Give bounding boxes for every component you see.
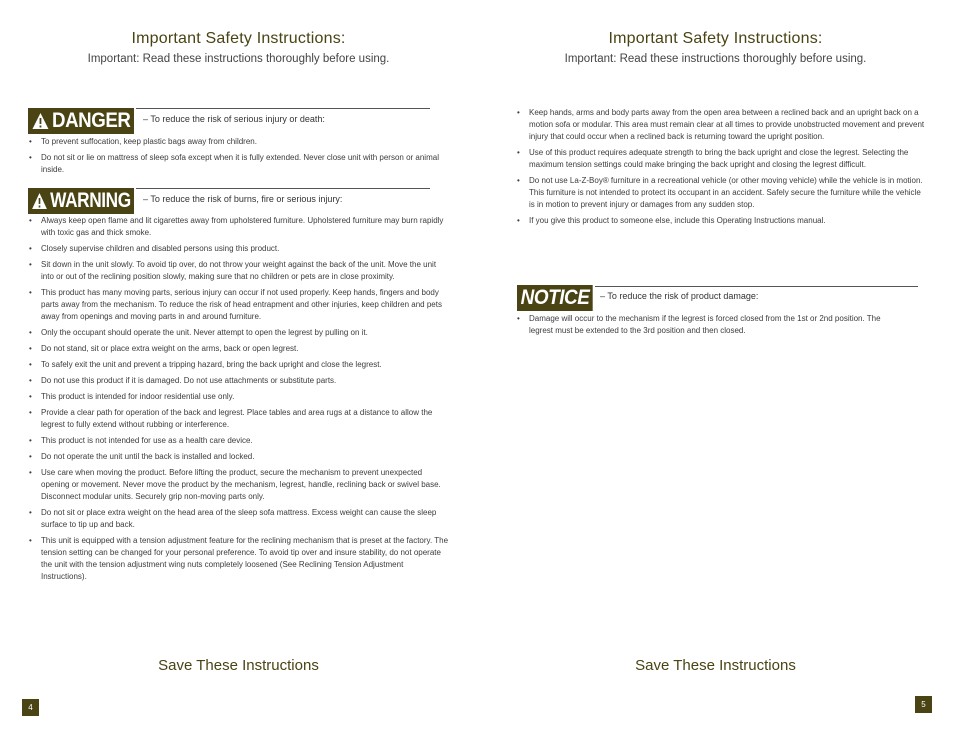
- list-item: • Do not use this product if it is damaged. Do not use attachments or substitute parts.: [29, 375, 451, 387]
- warning-rule: [136, 188, 430, 189]
- left-page-number: 4: [22, 699, 39, 716]
- left-page-title: Important Safety Instructions:: [131, 30, 346, 47]
- list-item: • This unit is equipped with a tension adjustment feature for the reclining mechanism that is preset at the factory. The tension setting can be changed for your personal preference. To avoid tip over and insure stability, do not operate the unit with the tension adjustment wing nuts completely loosened (See Reclining Tension Adjustment Instructions).: [29, 535, 451, 583]
- list-item: • Provide a clear path for operation of the back and legrest. Place tables and area rugs at a distance to allow the legrest to fully extend without rubbing or interference.: [29, 407, 451, 431]
- right-save-instructions: Save These Instructions: [635, 657, 796, 674]
- warning-signal: [28, 188, 430, 214]
- warning-text: – To reduce the risk of burns, fire or serious injury:: [143, 194, 343, 204]
- right-page-number: 5: [915, 696, 932, 713]
- danger-label: DANGER: [52, 109, 131, 132]
- list-item: • Only the occupant should operate the unit. Never attempt to open the legrest by pulling on it.: [29, 327, 451, 339]
- warning-label-box: [28, 188, 134, 214]
- list-item: • To prevent suffocation, keep plastic bags away from children.: [29, 136, 444, 148]
- right-page-subtitle: Important: Read these instructions thoroughly before using.: [564, 53, 867, 65]
- list-item: • Keep hands, arms and body parts away from the open area between a reclined back and an upright back on a motion sofa or modular. This area must remain clear at all times to provide unobstructed movement and prevent injury that could occur when a reclined back is returning toward the upright position.: [517, 107, 925, 143]
- notice-rule: [595, 286, 918, 287]
- list-item: • Do not stand, sit or place extra weight on the arms, back or open legrest.: [29, 343, 451, 355]
- list-item: • Always keep open flame and lit cigarettes away from upholstered furniture. Upholstered furniture may burn rapidly with toxic gas and thick smoke.: [29, 215, 451, 239]
- warning-triangle-icon: [31, 192, 47, 210]
- danger-signal: [28, 108, 430, 134]
- notice-list: [517, 313, 897, 341]
- danger-rule: [136, 108, 430, 109]
- danger-text: – To reduce the risk of serious injury or death:: [143, 114, 325, 124]
- list-item: • Do not use La-Z-Boy® furniture in a recreational vehicle (or other moving vehicle) while the vehicle is in motion. This furniture is not intended to protect its occupant in an accident. Safely secure the furniture while the vehicle is in motion to prevent injury or damages from any sudden stop.: [517, 175, 925, 211]
- list-item: • Closely supervise children and disabled persons using this product.: [29, 243, 451, 255]
- warning-triangle-icon: [32, 112, 50, 130]
- list-item: • If you give this product to someone else, include this Operating Instructions manual.: [517, 215, 925, 227]
- list-item: • This product has many moving parts, serious injury can occur if not used properly. Keep hands, fingers and body parts away from the mechanism. To reduce the risk of head entrapment and other injuries, keep children and pets away from openings and moving parts in and around furniture.: [29, 287, 451, 323]
- right-page: [477, 0, 954, 738]
- notice-signal: [517, 285, 918, 311]
- list-item: • Do not sit or lie on mattress of sleep sofa except when it is fully extended. Never close unit with person or animal inside.: [29, 152, 444, 176]
- list-item: • This product is not intended for use as a health care device.: [29, 435, 451, 447]
- list-item: • To safely exit the unit and prevent a tripping hazard, bring the back upright and close the legrest.: [29, 359, 451, 371]
- warning-label: WARNING: [50, 189, 131, 212]
- danger-list: [29, 136, 444, 180]
- notice-label: NOTICE: [520, 286, 590, 309]
- warning-list: [29, 215, 451, 587]
- list-item: • Use care when moving the product. Before lifting the product, secure the mechanism to prevent unexpected opening or movement. Never move the product by the mechanism, legrest, handle, reclining back or swivel base. Disconnect modular units. Securely grip non-moving parts only.: [29, 467, 451, 503]
- list-item: • Do not sit or place extra weight on the head area of the sleep sofa mattress. Excess weight can cause the sleep surface to tip up and back.: [29, 507, 451, 531]
- list-item: • Sit down in the unit slowly. To avoid tip over, do not throw your weight against the back of the unit. Move the unit into or out of the reclining position slowly, making sure that no children or pets are in close proximity.: [29, 259, 451, 283]
- list-item: • Damage will occur to the mechanism if the legrest is forced closed from the 1st or 2nd position. The legrest must be extended to the 3rd position and then closed.: [517, 313, 897, 337]
- list-item: • Do not operate the unit until the back is installed and locked.: [29, 451, 451, 463]
- list-item: • Use of this product requires adequate strength to bring the back upright and close the legrest. Selecting the maximum tension settings could make bringing the back upright and closing the legrest difficult.: [517, 147, 925, 171]
- list-item: • This product is intended for indoor residential use only.: [29, 391, 451, 403]
- danger-label-box: [28, 108, 134, 134]
- left-save-instructions: Save These Instructions: [158, 657, 319, 674]
- left-page-subtitle: Important: Read these instructions thoroughly before using.: [87, 53, 390, 65]
- notice-text: – To reduce the risk of product damage:: [600, 291, 759, 301]
- notice-label-box: [517, 285, 593, 311]
- right-page-title: Important Safety Instructions:: [608, 30, 823, 47]
- right-safety-list: [517, 107, 925, 231]
